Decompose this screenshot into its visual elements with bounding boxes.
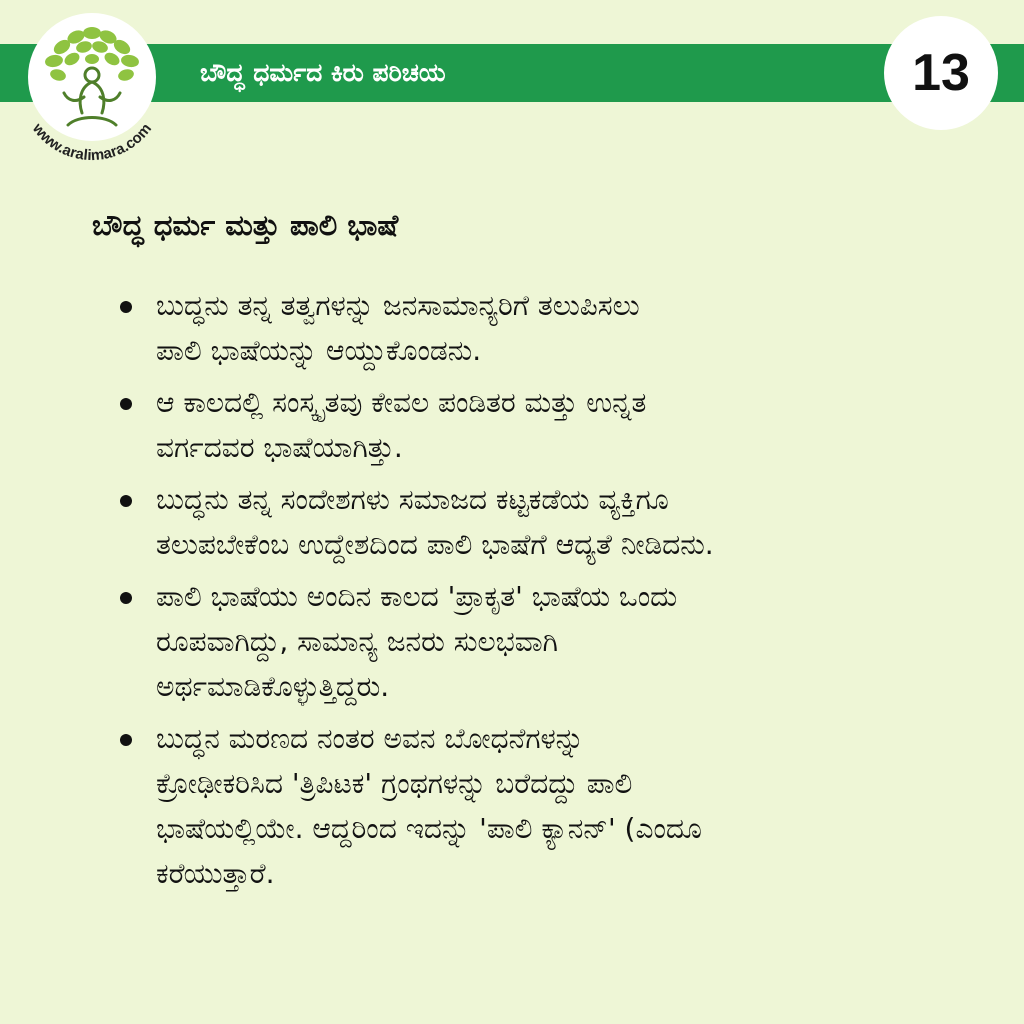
list-item: [120, 477, 1000, 567]
bullet-text-line: ಭಾಷೆಯಲ್ಲಿಯೇ. ಆದ್ದರಿಂದ ಇದನ್ನು 'ಪಾಲಿ ಕ್ಯಾನನ್' (ಎಂದೂ: [156, 812, 702, 845]
bullet-icon: [120, 398, 132, 410]
bullet-text-line: ಬುದ್ಧನು ತನ್ನ ತತ್ವಗಳನ್ನು ಜನಸಾಮಾನ್ಯರಿಗೆ ತಲುಪಿಸಲು: [156, 289, 640, 322]
logo-url: [0, 0, 200, 180]
section-heading: ಬೌದ್ಧ ಧರ್ಮ ಮತ್ತು ಪಾಲಿ ಭಾಷೆ: [92, 208, 399, 242]
list-item: [120, 574, 1000, 709]
bullet-text-line: ವರ್ಗದವರ ಭಾಷೆಯಾಗಿತ್ತು.: [156, 431, 403, 464]
bullet-text-line: ಕ್ರೋಢೀಕರಿಸಿದ 'ತ್ರಿಪಿಟಕ' ಗ್ರಂಥಗಳನ್ನು ಬರೆದದ್ದು ಪಾಲಿ: [156, 767, 633, 800]
bullet-text-line: ಬುದ್ಧನ ಮರಣದ ನಂತರ ಅವನ ಬೋಧನೆಗಳನ್ನು: [156, 722, 584, 755]
bullet-list: [120, 283, 1000, 903]
list-item: [120, 283, 1000, 373]
list-item: [120, 716, 1000, 896]
bullet-icon: [120, 734, 132, 746]
bullet-text-line: ಪಾಲಿ ಭಾಷೆಯನ್ನು ಆಯ್ದುಕೊಂಡನು.: [156, 334, 482, 367]
bullet-icon: [120, 495, 132, 507]
bullet-text-line: ರೂಪವಾಗಿದ್ದು, ಸಾಮಾನ್ಯ ಜನರು ಸುಲಭವಾಗಿ: [156, 625, 558, 658]
bullet-text-line: ಕರೆಯುತ್ತಾರೆ.: [156, 857, 275, 890]
bullet-text-line: ಅರ್ಥಮಾಡಿಕೊಳ್ಳುತ್ತಿದ್ದರು.: [156, 670, 390, 703]
svg-text:www.aralimara.com: www.aralimara.com: [29, 120, 156, 165]
bullet-text-line: ತಲುಪಬೇಕೆಂಬ ಉದ್ದೇಶದಿಂದ ಪಾಲಿ ಭಾಷೆಗೆ ಆದ್ಯತೆ ನೀಡಿದನು.: [156, 528, 714, 561]
header-title: ಬೌದ್ಧ ಧರ್ಮದ ಕಿರು ಪರಿಚಯ: [200, 58, 446, 87]
bullet-icon: [120, 301, 132, 313]
bullet-text-line: ಆ ಕಾಲದಲ್ಲಿ ಸಂಸ್ಕೃತವು ಕೇವಲ ಪಂಡಿತರ ಮತ್ತು ಉನ್ನತ: [156, 386, 647, 419]
bullet-icon: [120, 592, 132, 604]
page-number: 13: [884, 16, 998, 130]
bullet-text-line: ಬುದ್ಧನು ತನ್ನ ಸಂದೇಶಗಳು ಸಮಾಜದ ಕಟ್ಟಕಡೆಯ ವ್ಯಕ್ತಿಗೂ: [156, 483, 669, 516]
bullet-text-line: ಪಾಲಿ ಭಾಷೆಯು ಅಂದಿನ ಕಾಲದ 'ಪ್ರಾಕೃತ' ಭಾಷೆಯ ಒಂದು: [156, 580, 678, 613]
list-item: [120, 380, 1000, 470]
